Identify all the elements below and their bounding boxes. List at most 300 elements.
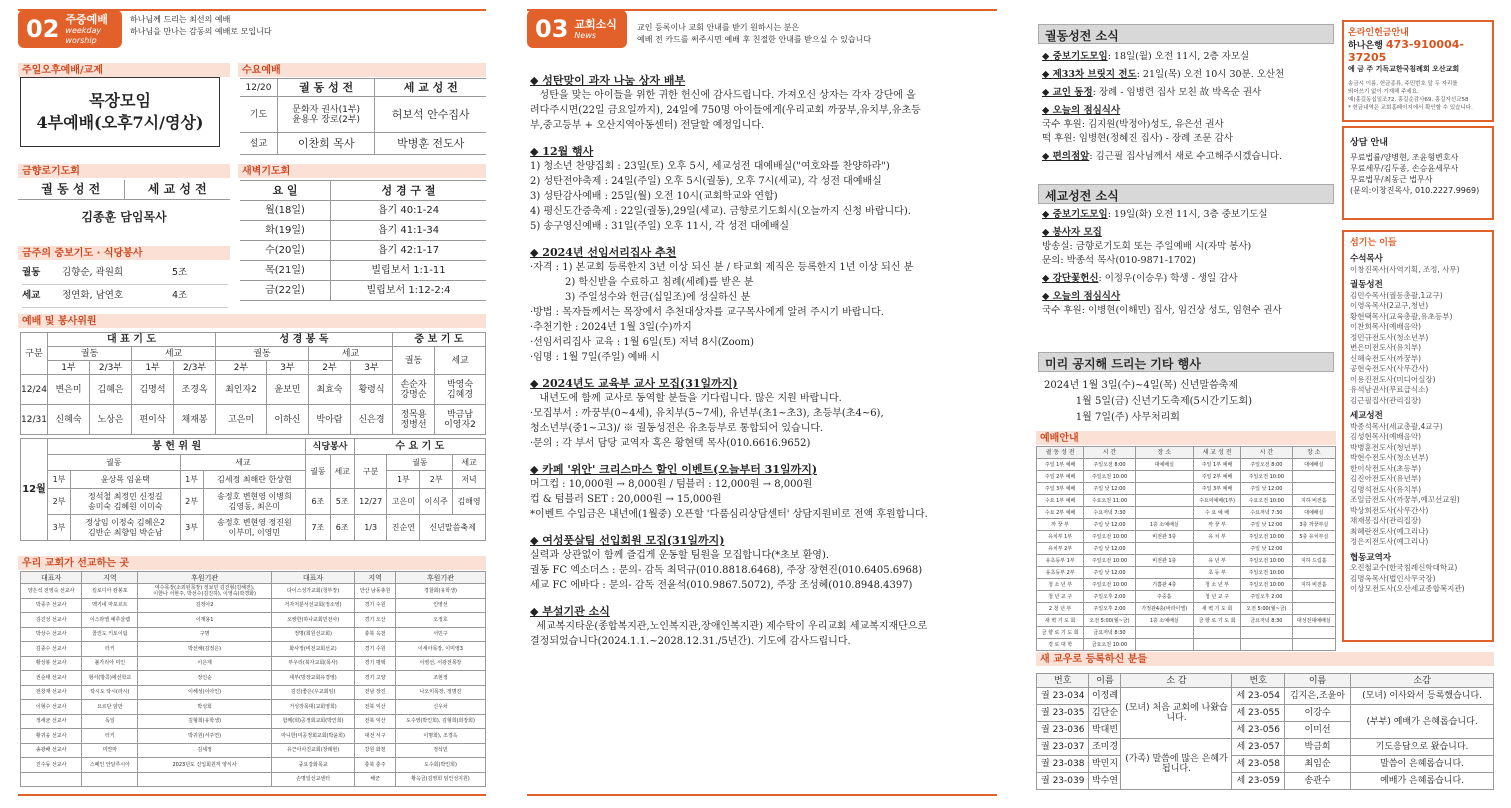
guide-cell: 수요여예배(1부) bbox=[1193, 495, 1240, 507]
guide-row bbox=[1037, 639, 1336, 651]
staff-line: 김성현목사(예배음악) bbox=[1350, 432, 1422, 441]
new-no: 세 23-057 bbox=[1232, 739, 1284, 756]
service-date: 12/31 bbox=[21, 405, 48, 435]
news-title: ◆ 성탄맞이 과자 나눔 상자 배부 bbox=[530, 74, 686, 87]
serve-month: 12월 bbox=[21, 439, 48, 541]
news-item-text: 문의: 박종석 목사(010-9871-1702) bbox=[1042, 255, 1196, 266]
new-name: 박대빈 bbox=[1089, 722, 1121, 739]
mission-header: 지역 bbox=[355, 572, 396, 584]
mission-cell: 이영선, 서광전목장 bbox=[395, 656, 485, 671]
guide-cell: 금 향 로 기 도 회 bbox=[1193, 615, 1240, 627]
friday-header bbox=[18, 180, 230, 200]
guide-cell: 유치부 1부 bbox=[1037, 531, 1084, 543]
wed-part: 2부 bbox=[420, 471, 453, 489]
news-line: 부,중고등부 + 오산지역아동센터) 전달할 예정입니다. bbox=[530, 120, 765, 131]
offering-holder-label: 예 금 주 bbox=[1348, 65, 1374, 73]
guide-cell bbox=[1135, 471, 1193, 483]
meal-place: 궐동 bbox=[22, 267, 41, 278]
guide-cell: 수 요 예 배 bbox=[1193, 507, 1240, 519]
mission-cell: 오정호 bbox=[395, 613, 485, 628]
guide-cell: 2 청 년 부 bbox=[1037, 603, 1084, 615]
guide-cell: 주일오전 10:00 bbox=[1241, 531, 1292, 543]
new-h: 소 감 bbox=[1121, 674, 1232, 688]
news-item bbox=[1042, 290, 1334, 304]
mission-heading: 우리 교회가 선교하는 곳 bbox=[18, 556, 486, 570]
guide-cell: 주일 낮 12:00 bbox=[1241, 519, 1292, 531]
wed-sermon-label: 설교 bbox=[240, 133, 277, 155]
counsel-line: 무료법무/최동근 법무사 bbox=[1350, 175, 1433, 184]
new-comment: (부부) 예배가 은혜롭습니다. bbox=[1351, 705, 1494, 739]
wed-h2: 세 교 성 전 bbox=[375, 79, 486, 97]
news-item-text: : 김근필 집사님께서 새로 수고해주시겠습니다. bbox=[1089, 151, 1282, 162]
staff-line: 이창진목사(사역기획, 조정, 사무) bbox=[1350, 264, 1460, 274]
news-line: 3) 성탄감사예배 : 25일(월) 오전 10시(교회학교와 연합) bbox=[530, 191, 778, 202]
mission-cell: 세부(방장교회유경영) bbox=[271, 671, 354, 686]
guide-cell: 대성전대예배실 bbox=[1292, 615, 1335, 627]
new-h: 번호 bbox=[1232, 674, 1284, 688]
news-item-text: : 장례 - 임병련 집사 모친 故 박옥순 권사 bbox=[1092, 87, 1262, 98]
news-line: ·모집부서 : 까꿍부(0~4세), 유치부(5~7세), 유년부(초1~초3), 초등부(초4~6), bbox=[530, 408, 884, 419]
news-line: 청소년부(중1~고3)/ ※ 궐동성전은 유초등부로 통합되어 있습니다. bbox=[530, 423, 824, 434]
mission-cell: 안산 남동총원 bbox=[355, 584, 396, 599]
mission-row bbox=[21, 743, 486, 758]
page2-tagline bbox=[130, 14, 272, 38]
serve-sg: 세교 bbox=[180, 455, 306, 471]
service-date: 12/24 bbox=[21, 375, 48, 405]
sunday-pm-box bbox=[20, 77, 220, 147]
guide-cell: 유 치 부 bbox=[1193, 531, 1240, 543]
meal-gw: 6조 bbox=[306, 489, 330, 515]
news-item bbox=[1042, 240, 1334, 254]
gw-news-list bbox=[1042, 50, 1334, 164]
guide-row bbox=[1037, 471, 1336, 483]
mission-cell: 진수동 선교사 bbox=[21, 758, 82, 773]
new-name: 박금희 bbox=[1284, 739, 1350, 756]
mission-cell: 멕기네 마포르트 bbox=[82, 598, 138, 613]
news-item bbox=[1042, 272, 1334, 286]
service-gw: 궐동 bbox=[393, 347, 435, 375]
service-cell: 김명석 bbox=[132, 375, 174, 405]
guide-cell: 지하 드림홀 bbox=[1292, 555, 1335, 567]
mission-cell: 김진성 선교사 bbox=[21, 613, 82, 628]
dawn-h2: 성 경 구 절 bbox=[331, 181, 487, 201]
guide-cell bbox=[1135, 495, 1193, 507]
service-inter: 박영숙 김혜경 bbox=[435, 375, 486, 405]
news-line: ·자격 : 1) 본교회 등록한지 3년 이상 되신 분 / 타교회 제직은 등록한지 1년 이상 되신 분 bbox=[530, 262, 914, 273]
mission-cell: 마니한(미공정회교회(박윤희) bbox=[271, 729, 354, 744]
meal-sg: 5조 bbox=[330, 489, 354, 515]
mission-row bbox=[21, 685, 486, 700]
guide-header: 궐 동 성 전 bbox=[1037, 447, 1084, 459]
news-line: 결정되었습니다(2024.1.1.~2028.12.31./5년간). 기도에 감사드립니다. bbox=[530, 636, 851, 647]
page-number: 02 bbox=[26, 15, 60, 43]
mission-cell: 이형수 선교사 bbox=[21, 700, 82, 715]
service-sub: 1부 bbox=[132, 361, 174, 375]
top-rule bbox=[18, 9, 486, 11]
page3-badge bbox=[527, 10, 627, 48]
news-line: 궐동 FC 엑소더스 : 문의- 감독 최덕규(010.8818.6468), 주장 장현진(010.6405.6968) bbox=[530, 565, 923, 576]
mission-header: 후원기관 bbox=[395, 572, 485, 584]
meal-serve-heading: 식당봉사 bbox=[306, 439, 355, 455]
mission-cell: 황옥금(김영희 임인성지원) bbox=[395, 772, 485, 787]
staff-line: 박상희전도사(사무간사) bbox=[1350, 505, 1429, 515]
mission-cell: 김형희(유학생) bbox=[138, 714, 271, 729]
guide-cell: 청 년 교 구 bbox=[1037, 591, 1084, 603]
news-item bbox=[1042, 208, 1334, 222]
guide-cell bbox=[1292, 591, 1335, 603]
staff-line: 변은미전도사(유치부) bbox=[1350, 343, 1422, 352]
guide-cell: 주일오전 8:00 bbox=[1084, 459, 1135, 471]
mission-cell: 터키 bbox=[82, 729, 138, 744]
news-item-text: 국수 후원: 이병현(이해민) 집사, 임건상 성도, 임현수 권사 bbox=[1042, 305, 1282, 316]
section-subtitle: weekday worship bbox=[65, 25, 102, 45]
news-item-label: ◆ 강단꽃헌신 bbox=[1042, 273, 1099, 284]
guide-cell: 지하 비전홀 bbox=[1292, 579, 1335, 591]
guide-cell bbox=[1241, 627, 1292, 639]
mission-cell: 이은재 bbox=[138, 656, 271, 671]
news-line: 2) 성탄전야축제 : 24일(주일) 오후 5시(궐동), 오후 7시(세교), 각 성전 대예배실 bbox=[530, 176, 882, 187]
new-comment: (가족) 말씀에 많은 은혜가 됩니다. bbox=[1121, 739, 1232, 790]
mission-cell: 전북 익산 bbox=[355, 700, 396, 715]
staff-line: 신혜숙전도사(까꿍부) bbox=[1350, 353, 1422, 363]
staff-line: 박병훈전도사(청년부) bbox=[1350, 442, 1422, 452]
news-item-label: ◆ 오늘의 점심식사 bbox=[1042, 291, 1121, 302]
mission-cell: 이명희), 조경옥 bbox=[395, 729, 485, 744]
staff-group-title: 수석목사 bbox=[1350, 254, 1383, 264]
new-name: 송관수 bbox=[1284, 773, 1350, 790]
mission-cell: 부우리(북자교회(목사) bbox=[271, 656, 354, 671]
news-title: ◆ 2024년도 교육부 교사 모집(31일까지) bbox=[530, 377, 738, 390]
staff-group-title: 협동교역자 bbox=[1350, 552, 1392, 563]
staff-line: 정은지전도사(예그리나) bbox=[1350, 537, 1429, 546]
guide-cell: 1층 소예배실 bbox=[1135, 615, 1193, 627]
mission-cell: 구명 bbox=[138, 627, 271, 642]
mission-cell: 조현정 bbox=[395, 671, 485, 686]
staff-line: 황현택목사(교육총괄,유초등부) bbox=[1350, 311, 1453, 321]
new-comment: 예배가 은혜롭습니다. bbox=[1351, 773, 1494, 790]
guide-cell: 주일오전 10:00 bbox=[1084, 471, 1135, 483]
news-item bbox=[1042, 104, 1334, 118]
mission-cell: 권순태 선교사 bbox=[21, 671, 82, 686]
etc-line: 1월 7일(주) 사무처리회 bbox=[1044, 412, 1180, 423]
mission-row bbox=[21, 627, 486, 642]
new-comment: 기도응답으로 왔습니다. bbox=[1351, 739, 1494, 756]
guide-cell bbox=[1292, 639, 1335, 651]
serve-part: 1부 bbox=[48, 471, 71, 489]
staff-line: 최혜란전도사(예그리나) bbox=[1350, 526, 1429, 536]
offering-note: 예)홍길동십일조72, 홍길순감사69, 홍길자선교58 bbox=[1348, 97, 1469, 103]
service-cell: 편이삭 bbox=[132, 405, 174, 435]
section-title: 교회소식 bbox=[574, 17, 617, 31]
mission-cell: 신우차 bbox=[395, 700, 485, 715]
tagline-line: 하나님을 만나는 감동의 예배로 모입니다 bbox=[130, 27, 272, 36]
new-no: 궐 23-035 bbox=[1037, 705, 1089, 722]
guide-header: 장 소 bbox=[1135, 447, 1193, 459]
new-no: 궐 23-038 bbox=[1037, 756, 1089, 773]
guide-cell bbox=[1292, 627, 1335, 639]
mission-cell: 경기 평택 bbox=[355, 656, 396, 671]
mission-row bbox=[21, 729, 486, 744]
meal-names: 김향순, 곽원희 bbox=[62, 267, 124, 278]
meal-names: 정연화, 남연호 bbox=[62, 290, 124, 301]
offering-holder: 기독교한국침례회 오산교회 bbox=[1375, 65, 1460, 73]
guide-cell: 주일오후 2:00 bbox=[1241, 591, 1292, 603]
guide-cell: 주일오후 2:00 bbox=[1084, 591, 1135, 603]
guide-cell: 청 소 년 부 bbox=[1037, 579, 1084, 591]
staff-list bbox=[1350, 254, 1486, 595]
news-line: 세교복지타운(종합복지관,노인복지관,장애인복지관) 제수탁이 우리교회 세교복지재단으로 bbox=[530, 621, 928, 632]
page2-badge bbox=[18, 10, 122, 48]
mission-cell: 도수영(박인희), 김형희(희장희) bbox=[395, 714, 485, 729]
sunday-pm-line: 4부예배(오후7시/영상) bbox=[36, 113, 204, 132]
new-no: 세 23-054 bbox=[1232, 688, 1284, 705]
guide-cell: 주일오전 10:00 bbox=[1084, 531, 1135, 543]
mission-header: 대표자 bbox=[21, 572, 82, 584]
news-line: 4) 평신도간증축제 : 22일(궐동),29일(세교). 금향로기도회시(오늘까지 신청 바랍니다). bbox=[530, 206, 911, 217]
top-rule bbox=[527, 9, 997, 11]
serve-gw-names: 정석철 최정민 신정길 송미숙 김혜원 이미숙 bbox=[71, 489, 181, 515]
offering-title: 온라인헌금안내 bbox=[1348, 28, 1409, 38]
mission-row bbox=[21, 714, 486, 729]
mission-cell: 경기 수원 bbox=[355, 598, 396, 613]
wed-sermon2: 박병훈 전도사 bbox=[375, 133, 486, 155]
staff-line: 김민수목사(궐동총괄,1교구) bbox=[1350, 290, 1443, 300]
guide-cell bbox=[1292, 567, 1335, 579]
guide-header: 세 교 성 전 bbox=[1193, 447, 1240, 459]
mission-cell: 박선해(김정은) bbox=[138, 642, 271, 657]
news-line: *이벤트 수입금은 내년에(1월중) 오픈할 '다품심리상담센터' 상담지원비로 전액 후원합니다. bbox=[530, 509, 928, 520]
news-list bbox=[530, 72, 998, 649]
tagline-line: 예배 전 카드를 써주시면 예배 후 친절한 안내를 받으실 수 있습니다 bbox=[637, 35, 872, 44]
guide-cell: 대예배실 bbox=[1292, 507, 1335, 519]
dawn-verse: 빌립보서 1:12-2:4 bbox=[331, 281, 487, 301]
staff-line: 김명옥목사(법인사무국장) bbox=[1350, 573, 1436, 583]
mission-cell: 이스라엘 예루살렘 bbox=[82, 613, 138, 628]
staff-line: 한이삭전도사(초등부) bbox=[1350, 463, 1422, 473]
section-subtitle: News bbox=[574, 30, 597, 40]
meal-sg: 6조 bbox=[330, 515, 354, 541]
mission-cell: 스페인 안달루시아 bbox=[82, 758, 138, 773]
new-no: 세 23-056 bbox=[1232, 722, 1284, 739]
mission-cell: 박종주 선교사 bbox=[21, 598, 82, 613]
guide-cell bbox=[1292, 483, 1335, 495]
gw-news-heading: 궐동성전 소식 bbox=[1038, 24, 1334, 44]
mission-header: 지역 bbox=[82, 572, 138, 584]
staff-line: 채재봉집사(관리집장) bbox=[1350, 516, 1422, 525]
dawn-heading: 새벽기도회 bbox=[238, 164, 486, 178]
mission-cell: 2023년도 신입회원직 양식사 bbox=[138, 758, 271, 773]
staff-line: 이용진전도사(미디어실장) bbox=[1350, 374, 1436, 384]
mission-row bbox=[21, 772, 486, 787]
service-gw: 궐동 bbox=[48, 347, 132, 361]
new-comment: (모녀) 처음 교회에 나왔습니다. bbox=[1121, 688, 1232, 739]
service-cell: 조경옥 bbox=[174, 375, 216, 405]
serve-gw-names: 정상임 이정숙 김혜은2 김반순 최향임 박순남 bbox=[71, 515, 181, 541]
meal-heading: 금주의 중보기도 · 식당봉사 bbox=[18, 246, 230, 260]
news-line: 성탄을 맞는 아이들을 위한 귀한 헌신에 감사드립니다. 가져오신 상자는 각자 강단에 올 bbox=[530, 90, 916, 101]
mission-cell: 정인순 bbox=[138, 671, 271, 686]
bottom-rule bbox=[18, 794, 486, 796]
guide-row bbox=[1037, 519, 1336, 531]
guide-cell: 주일 2부 예배 bbox=[1037, 471, 1084, 483]
new-name: 김지은,조윤아 bbox=[1284, 688, 1350, 705]
news-line: ·문의 : 각 부서 담당 교역자 혹은 황현택 목사(010.6616.9652) bbox=[530, 438, 811, 449]
service-sub: 3부 bbox=[266, 361, 308, 375]
dawn-day: 목(21일) bbox=[240, 261, 331, 281]
serve-gw: 궐동 bbox=[306, 455, 330, 489]
mission-cell: 서민구 bbox=[395, 627, 485, 642]
mission-header: 후원기관 bbox=[138, 572, 271, 584]
guide-cell: 금요저녁 8:30 bbox=[1084, 627, 1135, 639]
new-comment: (모녀) 이사와서 등록했습니다. bbox=[1351, 688, 1494, 705]
mission-cell: 탁시도 탁시(라시) bbox=[82, 685, 138, 700]
serve-part: 3부 bbox=[48, 515, 71, 541]
dawn-day: 월(18일) bbox=[240, 201, 331, 221]
news-item bbox=[1042, 68, 1334, 82]
dawn-verse: 빌립보서 1:1-11 bbox=[331, 261, 487, 281]
mission-cell: 함께(희)공정회교회(박인희) bbox=[271, 714, 354, 729]
guide-cell: 주일 3부 예배 bbox=[1193, 483, 1240, 495]
guide-cell: 유초등부 2부 bbox=[1037, 567, 1084, 579]
friday-h2: 세 교 성 전 bbox=[147, 182, 207, 196]
guide-cell: 오전 5:00(월~금) bbox=[1241, 603, 1292, 615]
guide-cell: 주일 낮 12:00 bbox=[1084, 483, 1135, 495]
guide-row bbox=[1037, 483, 1336, 495]
service-heading: 예배 및 봉사위원 bbox=[18, 314, 486, 328]
staff-line: 이찬희목사(예배음악) bbox=[1350, 322, 1422, 331]
guide-cell: 주일 3부 예배 bbox=[1037, 483, 1084, 495]
news-line: 머그컵 : 10,000원 → 8,000원 / 텀블러 : 12,000원 → 8,000원 bbox=[530, 479, 813, 490]
mission-cell: 헝서(방콕)에선학교 bbox=[82, 671, 138, 686]
service-h-bible: 성 경 봉 독 bbox=[216, 333, 393, 347]
mission-cell: 충북 충주 bbox=[355, 758, 396, 773]
service-cell: 윤보민 bbox=[266, 375, 308, 405]
service-sub: 2부 bbox=[308, 361, 350, 375]
page3-tagline bbox=[637, 22, 871, 46]
service-sub: 1부 bbox=[48, 361, 90, 375]
dawn-verse: 욥기 42:1-17 bbox=[331, 241, 487, 261]
meal-group: 5조 bbox=[172, 267, 188, 278]
guide-cell: 수요오전 11:00 bbox=[1084, 495, 1135, 507]
guide-cell bbox=[1241, 639, 1292, 651]
dawn-verse: 욥기 41:1-34 bbox=[331, 221, 487, 241]
wed-date: 12/20 bbox=[240, 79, 277, 97]
meal-list bbox=[22, 262, 228, 308]
staff-line: 이영욱목사(2교구,청년) bbox=[1350, 301, 1429, 310]
wed-sg: 세교 bbox=[453, 455, 486, 471]
news-line: 1) 청소년 찬양집회 : 23일(토) 오후 5시, 세교성전 대예배실("여호와를 찬양하라") bbox=[530, 161, 890, 172]
mission-cell: 인영선 bbox=[395, 598, 485, 613]
friday-leader: 김종훈 담임목사 bbox=[81, 210, 167, 224]
service-table bbox=[20, 332, 486, 435]
service-cell: 최인자2 bbox=[216, 375, 267, 405]
wed-pray: 문화자 권사(1부) bbox=[292, 104, 361, 115]
offering-bank: 하나은행 bbox=[1348, 41, 1383, 51]
guide-row bbox=[1037, 555, 1336, 567]
new-no: 궐 23-034 bbox=[1037, 688, 1089, 705]
guide-cell: 대예배실 bbox=[1135, 459, 1193, 471]
news-item bbox=[1042, 86, 1334, 100]
news-line: 컵 & 텀블러 SET : 20,000원 → 15,000원 bbox=[530, 494, 722, 505]
serve-part: 1부 bbox=[180, 471, 203, 489]
serve-part: 2부 bbox=[48, 489, 71, 515]
counsel-box bbox=[1342, 126, 1494, 220]
news-item-label: ◆ 봉사자 모집 bbox=[1042, 227, 1102, 238]
sunday-pm-heading: 주일오후예배/교제 bbox=[18, 63, 230, 77]
guide-row bbox=[1037, 627, 1336, 639]
guide-cell: 주일 2부 예배 bbox=[1193, 471, 1240, 483]
guide-cell: 새 벽 기 도 회 bbox=[1037, 615, 1084, 627]
guide-cell bbox=[1135, 483, 1193, 495]
serve-part: 2부 bbox=[180, 489, 203, 515]
service-inter: 박금남 이영자2 bbox=[435, 405, 486, 435]
guide-cell: 1층 소예배실 bbox=[1135, 519, 1193, 531]
mission-cell: 화사정(비전교회선교) bbox=[271, 642, 354, 657]
guide-cell: 비전관 3층 bbox=[1135, 531, 1193, 543]
guide-row bbox=[1037, 591, 1336, 603]
offering-note: 띄어쓰기 없이 기재해 주세요. bbox=[1348, 89, 1419, 95]
wed-sermon1: 이찬희 목사 bbox=[277, 133, 374, 155]
section-title: 주중예배 bbox=[65, 12, 108, 26]
guide-cell: 금 향 로 기 도 회 bbox=[1037, 627, 1084, 639]
serve-table bbox=[20, 438, 486, 541]
mission-cell: 유근아사진교회(장래현) bbox=[271, 743, 354, 758]
guide-cell: 주일 낮 12:00 bbox=[1241, 543, 1292, 555]
guide-cell: 5층 유치부실 bbox=[1292, 531, 1335, 543]
guide-cell: 3층 까꿍부실 bbox=[1292, 519, 1335, 531]
guide-cell: 유 년 부 bbox=[1193, 555, 1240, 567]
guide-cell bbox=[1135, 567, 1193, 579]
meal-gw: 7조 bbox=[306, 515, 330, 541]
serve-sg-names: 송정호 변현영 정진원 이부미, 이영민 bbox=[203, 515, 306, 541]
service-cell: 김혜은 bbox=[90, 375, 132, 405]
guide-cell: 주일 낮 12:00 bbox=[1084, 519, 1135, 531]
news-item-label: ◆ 교인 동정 bbox=[1042, 87, 1093, 98]
new-no: 세 23-055 bbox=[1232, 705, 1284, 722]
page-number: 03 bbox=[535, 15, 569, 43]
service-sg: 세교 bbox=[435, 347, 486, 375]
meal-group: 4조 bbox=[172, 290, 188, 301]
guide-cell: 새 벽 기 도 회 bbox=[1193, 603, 1240, 615]
new-h: 이름 bbox=[1284, 674, 1350, 688]
news-line: 실력과 상관없이 함께 즐겁게 운동할 팀원을 모집합니다(*초보 환영). bbox=[530, 550, 830, 561]
guide-cell bbox=[1135, 507, 1193, 519]
news-item bbox=[1042, 132, 1334, 146]
service-sg: 세교 bbox=[308, 347, 392, 361]
service-inter: 정목용 정병선 bbox=[393, 405, 435, 435]
guide-row bbox=[1037, 603, 1336, 615]
counsel-line: (문의:이창진목사, 010.2227.9969) bbox=[1350, 186, 1480, 195]
mission-row bbox=[21, 656, 486, 671]
mission-cell: 박상수 선교사 bbox=[21, 627, 82, 642]
guide-header-row bbox=[1037, 447, 1336, 459]
news-line: 3) 주일성수와 헌금(십일조)에 성실하신 분 bbox=[530, 292, 751, 303]
mission-cell: 정명(희원선교회) bbox=[271, 627, 354, 642]
tagline-line: 교인 등록이나 교회 안내를 받기 원하시는 분은 bbox=[637, 23, 800, 32]
offering-note: * 헌금내역은 교회홈페이지에서 확인할 수 있습니다. bbox=[1348, 105, 1473, 111]
mission-cell: 도수회(박인희) bbox=[395, 758, 485, 773]
new-name: 이정례 bbox=[1089, 688, 1121, 705]
staff-line: 김명석전도사(유치부) bbox=[1350, 484, 1422, 494]
guide-cell: 청 년 교 구 bbox=[1193, 591, 1240, 603]
serve-part: 3부 bbox=[180, 515, 203, 541]
wed-date: 1/3 bbox=[354, 515, 387, 541]
offering-box bbox=[1342, 20, 1494, 122]
news-title: ◆ 부설기관 소식 bbox=[530, 605, 610, 618]
guide-cell: 주일 1부 예배 bbox=[1193, 459, 1240, 471]
mission-row bbox=[21, 642, 486, 657]
guide-cell bbox=[1292, 543, 1335, 555]
